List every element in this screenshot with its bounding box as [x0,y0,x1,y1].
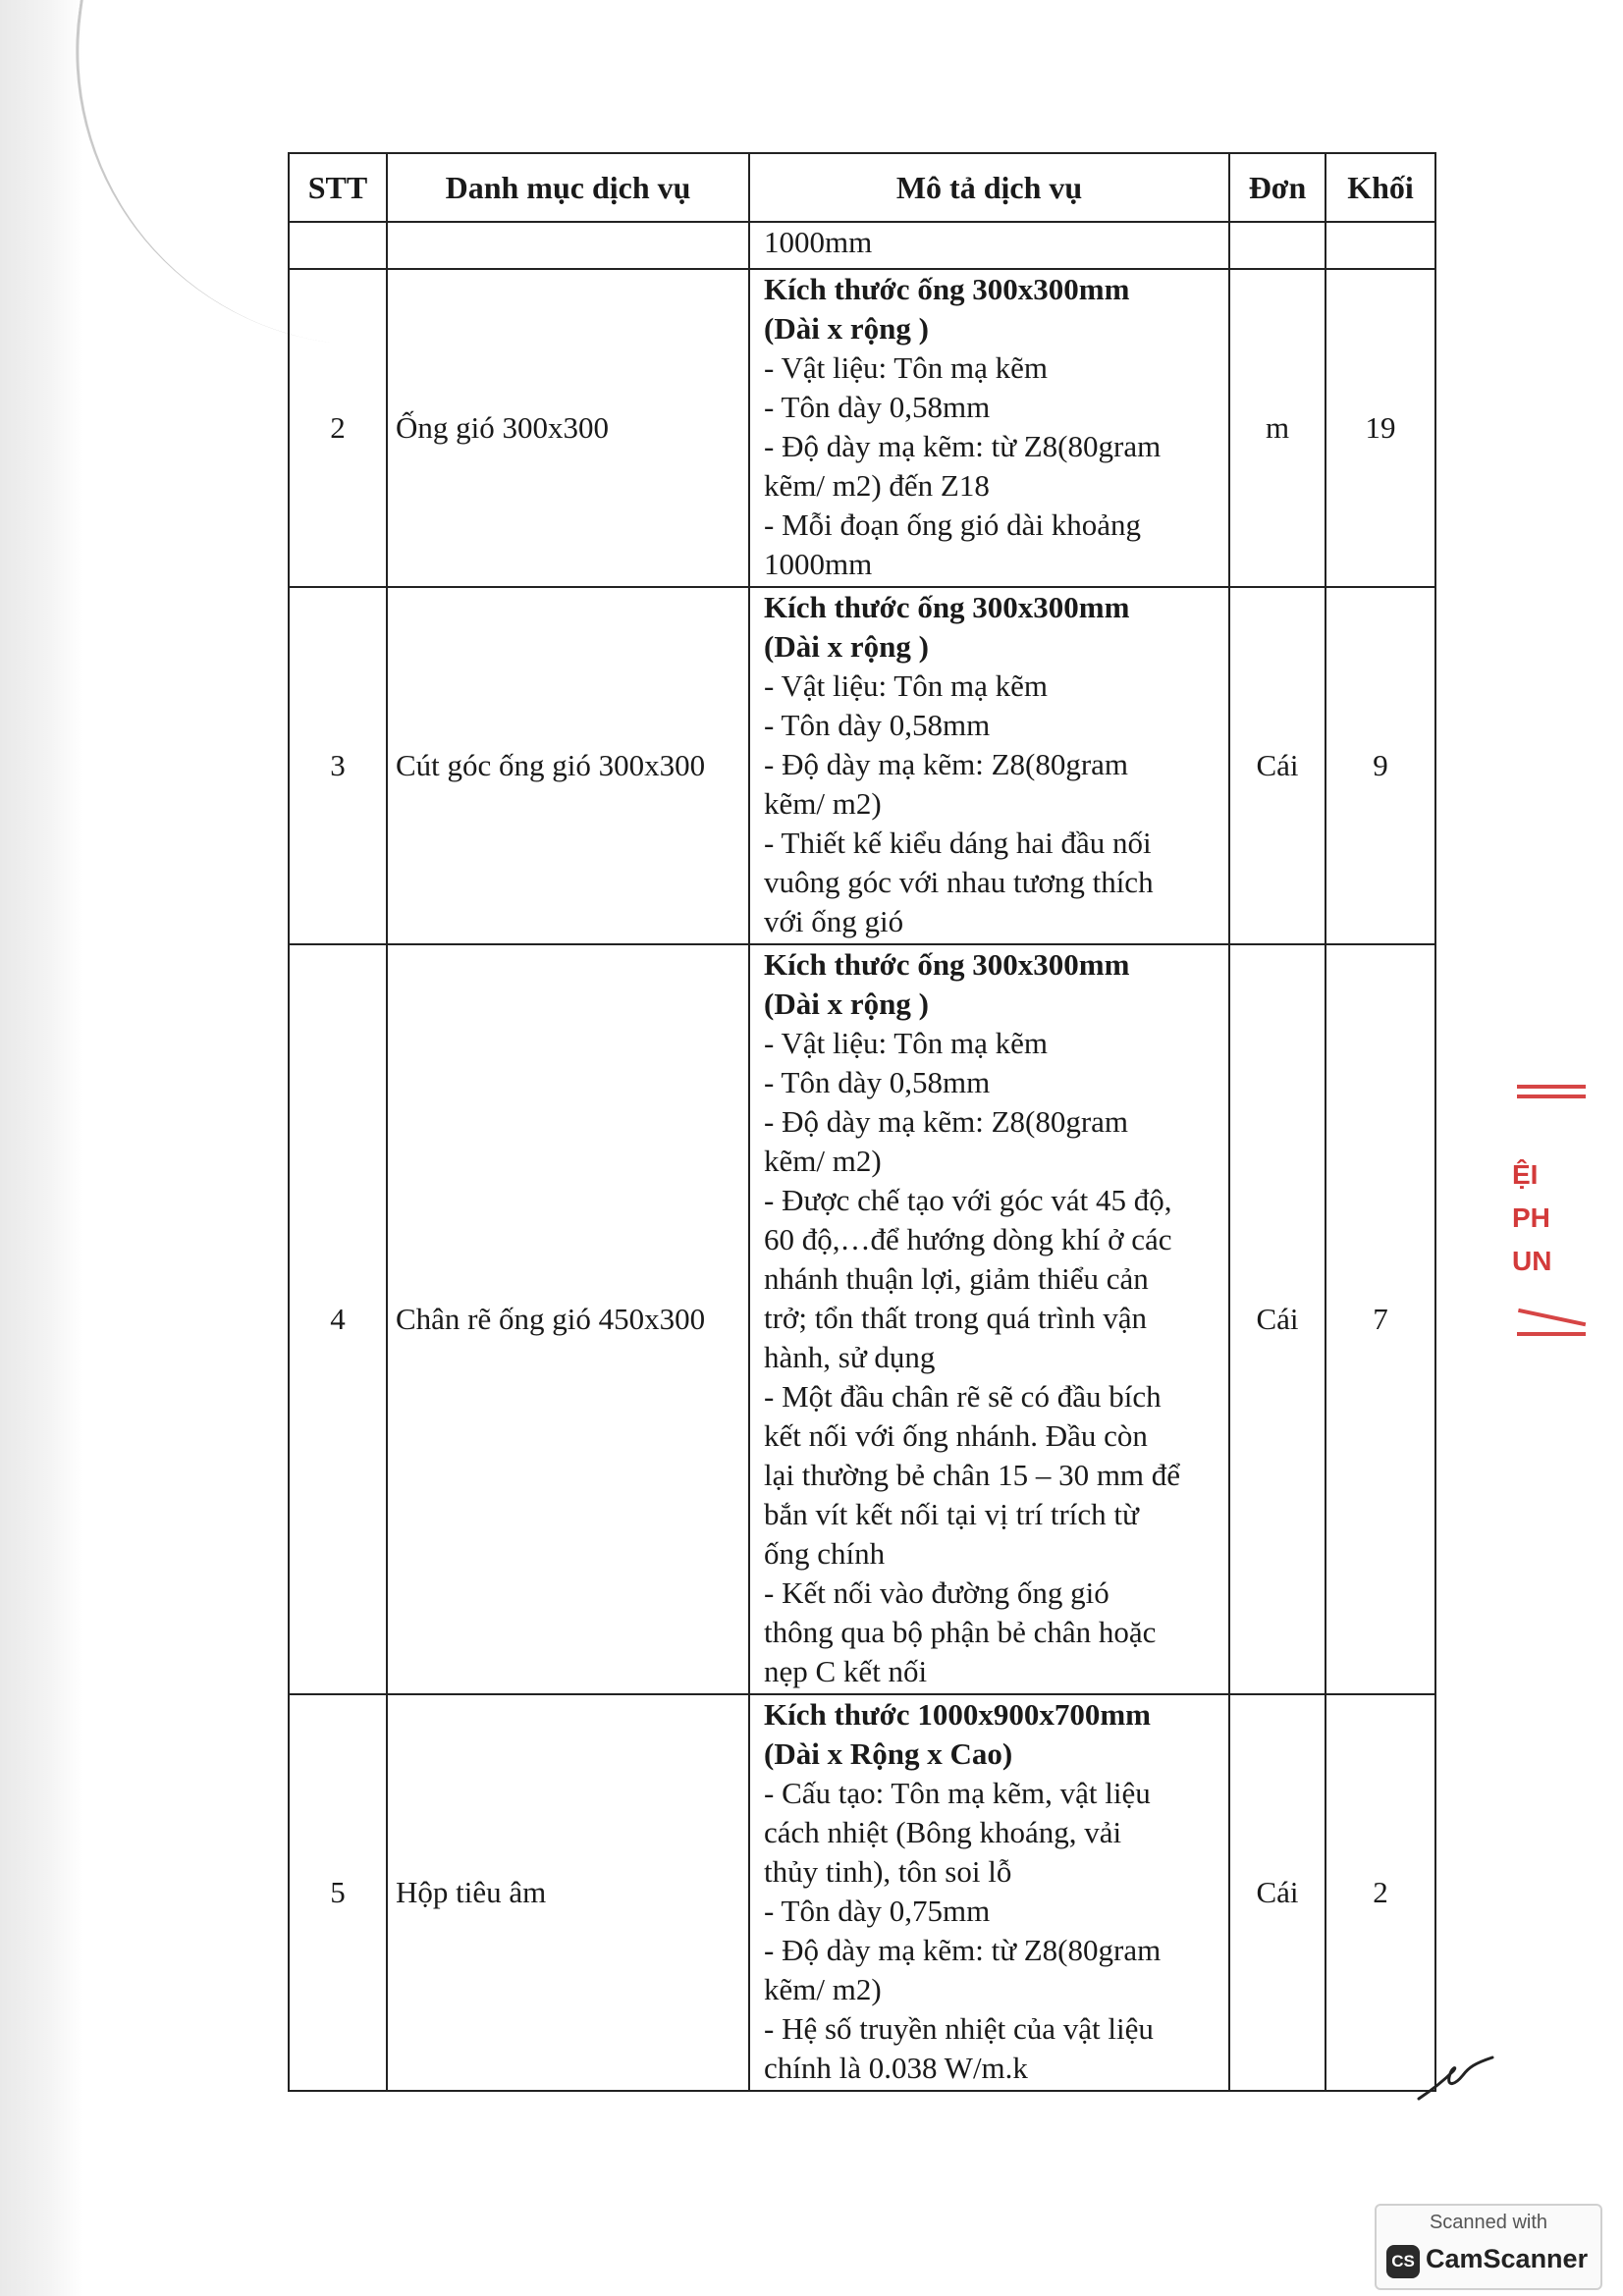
continued-description: 1000mm [749,222,1229,269]
row-quantity: 2 [1325,1694,1435,2091]
description-line: thủy tinh), tôn soi lỗ [764,1854,1012,1889]
description-heading: (Dài x Rộng x Cao) [764,1736,1013,1771]
description-line: kẽm/ m2) [764,786,882,821]
row-unit: Cái [1229,587,1325,944]
description-line: - Được chế tạo với góc vát 45 độ, [764,1183,1172,1217]
description-line: - Tôn dày 0,58mm [764,708,991,742]
row-stt: 5 [289,1694,387,2091]
stamp-text-3: UN [1512,1246,1552,1276]
camscanner-watermark [1375,2204,1602,2290]
description-heading: Kích thước ống 300x300mm [764,590,1130,624]
header-stt: STT [289,153,387,222]
description-line: ống chính [764,1536,886,1571]
description-line: 1000mm [764,547,873,581]
description-line: - Thiết kế kiểu dáng hai đầu nối [764,826,1152,860]
row-quantity: 19 [1325,269,1435,587]
table-row [289,944,1435,1694]
description-heading: Kích thước ống 300x300mm [764,947,1130,982]
description-line: kẽm/ m2) [764,1144,882,1178]
description-line: bắn vít kết nối tại vị trí trích từ [764,1497,1139,1531]
header-category: Danh mục dịch vụ [387,153,749,222]
table-row-continued [289,222,1435,269]
scan-edge-shadow [0,0,83,2296]
stamp-text-2: PH [1512,1202,1550,1233]
description-line: trở; tổn thất trong quá trình vận [764,1301,1148,1335]
table-row [289,269,1435,587]
watermark-caption: Scanned with [1429,2212,1548,2233]
description-line: với ống gió [764,904,904,938]
watermark-brand: CamScanner [1426,2244,1589,2273]
row-stt: 3 [289,587,387,944]
camscanner-logo-icon: CS [1386,2245,1420,2278]
table-header-row [289,153,1435,222]
description-line: hành, sử dụng [764,1340,936,1374]
row-unit: Cái [1229,1694,1325,2091]
description-heading: (Dài x rộng ) [764,629,929,664]
description-line: lại thường bẻ chân 15 – 30 mm để [764,1458,1181,1492]
description-line: - Vật liệu: Tôn mạ kẽm [764,1026,1048,1060]
description-line: - Mỗi đoạn ống gió dài khoảng [764,507,1142,542]
description-line: nẹp C kết nối [764,1654,928,1688]
description-line: - Một đầu chân rẽ sẽ có đầu bích [764,1379,1162,1414]
description-line: thông qua bộ phận bẻ chân hoặc [764,1615,1157,1649]
row-description [749,269,1229,587]
stamp-text-1: ỆI [1512,1159,1539,1190]
description-line: - Vật liệu: Tôn mạ kẽm [764,668,1048,703]
description-line: kẽm/ m2) [764,1972,882,2006]
signature-mark [1414,2052,1502,2110]
header-quantity: Khối [1325,153,1435,222]
row-description [749,587,1229,944]
description-line: - Hệ số truyền nhiệt của vật liệu [764,2011,1154,2046]
description-line: - Độ dày mạ kẽm: Z8(80gram [764,1104,1129,1139]
description-line: chính là 0.038 W/m.k [764,2051,1028,2085]
description-line: - Cấu tạo: Tôn mạ kẽm, vật liệu [764,1776,1151,1810]
row-unit: Cái [1229,944,1325,1694]
red-stamp-fragment [1502,1075,1600,1360]
description-heading: Kích thước ống 300x300mm [764,272,1130,306]
description-line: nhánh thuận lợi, giảm thiểu cản [764,1261,1149,1296]
description-line: kết nối với ống nhánh. Đầu còn [764,1418,1148,1453]
row-description [749,944,1229,1694]
table-row [289,587,1435,944]
row-description [749,1694,1229,2091]
description-line: - Tôn dày 0,75mm [764,1894,991,1928]
description-line: - Độ dày mạ kẽm: từ Z8(80gram [764,429,1162,463]
description-line: 60 độ,…để hướng dòng khí ở các [764,1222,1172,1256]
description-line: cách nhiệt (Bông khoáng, vải [764,1815,1122,1849]
service-table [288,152,1436,2092]
header-unit: Đơn [1229,153,1325,222]
description-line: kẽm/ m2) đến Z18 [764,468,990,503]
row-category: Hộp tiêu âm [387,1694,749,2091]
description-line: - Độ dày mạ kẽm: từ Z8(80gram [764,1933,1162,1967]
row-stt: 2 [289,269,387,587]
table-row [289,1694,1435,2091]
description-line: - Vật liệu: Tôn mạ kẽm [764,350,1048,385]
description-heading: (Dài x rộng ) [764,987,929,1021]
description-heading: (Dài x rộng ) [764,311,929,346]
row-stt: 4 [289,944,387,1694]
row-category: Cút góc ống gió 300x300 [387,587,749,944]
row-quantity: 7 [1325,944,1435,1694]
description-line: - Kết nối vào đường ống gió [764,1575,1109,1610]
row-unit: m [1229,269,1325,587]
description-heading: Kích thước 1000x900x700mm [764,1697,1151,1732]
row-quantity: 9 [1325,587,1435,944]
description-line: - Tôn dày 0,58mm [764,1065,991,1099]
description-line: - Tôn dày 0,58mm [764,390,991,424]
row-category: Chân rẽ ống gió 450x300 [387,944,749,1694]
description-line: - Độ dày mạ kẽm: Z8(80gram [764,747,1129,781]
header-description: Mô tả dịch vụ [749,153,1229,222]
description-line: vuông góc với nhau tương thích [764,865,1154,899]
row-category: Ống gió 300x300 [387,269,749,587]
